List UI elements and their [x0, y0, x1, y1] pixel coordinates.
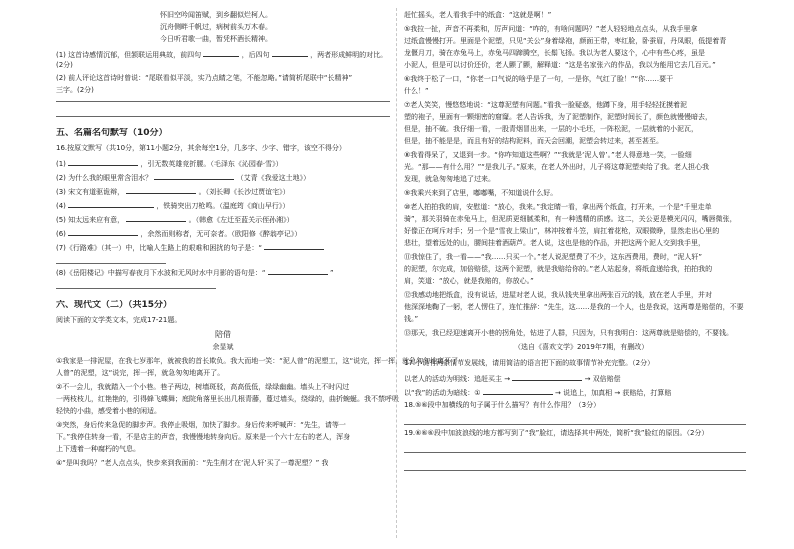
item-source: （艾青《我爱这土地》）	[236, 174, 311, 182]
paragraph-cont: 钱。”	[404, 315, 419, 323]
question-text: → 双倍赔偿	[584, 375, 621, 383]
question-1	[56, 48, 387, 62]
item-number: (6)	[56, 230, 66, 238]
item-text: ”	[330, 269, 334, 277]
paragraph: ⑤我拉一扯，声音不再柔和，厉声问道：“咋的，有啥问题吗？”老人轻轻地点点头，从我手里拿	[404, 25, 698, 33]
answer-blank[interactable]	[68, 199, 154, 208]
question-2-cont: 三字。(2分)	[56, 86, 94, 94]
paragraph-cont: 一两枝枝儿，红艳艳的，引得蜂飞蝶舞；庭院角落里长出几根青藤，蔓过墙头，绕绿的，曲折蜿蜒。我不禁呼吸	[56, 395, 399, 403]
item-text: (5) 知太远来应有意，	[56, 216, 125, 224]
answer-blank[interactable]	[268, 266, 328, 275]
column-divider	[396, 8, 397, 538]
question-text: → 说追上，加真相 → 获赔给，打算赔	[555, 389, 672, 397]
story-author: 余显斌	[212, 343, 234, 351]
paragraph-cont: 塑的袍子，里面有一颗细密的窟窿。老人告诉我，为了泥塑制作，泥塑时间长了，颜色就慢慢暗去，	[404, 113, 712, 121]
paragraph: ④“是叫我吗？”老人点点头，快步来到我面前：“先生削才在‘泥人轩’买了一尊泥塑？” 我	[56, 459, 329, 467]
item-text: (7)《行路难》（其一）中，比喻人生路上的艰难和困扰的句子是：“	[56, 244, 263, 252]
q16-item-8	[56, 266, 334, 280]
answer-line[interactable]	[404, 424, 746, 425]
paragraph-cont: 过纸盒慢慢打开。里面是个泥塑，只见“关公”身着绿袍，颜面王带，枣红脸，卧蚕眉，丹凤眼，低提着青	[404, 37, 727, 45]
paragraph-cont: 的泥塑，尔完成，加倍赔偿，这两个泥塑，就是我赔给你的。”老人站起身，将纸盒递给我，拍拍我的	[404, 265, 713, 273]
paragraph-cont: 上下透着一种腐朽的气息。	[56, 445, 140, 453]
q16-item-5	[56, 213, 294, 227]
paragraph: ⑪我惊住了，我一看——“我……只买一个。”老人说泥塑费了不少，这东西费用，费时，“泥人轩”	[404, 253, 703, 261]
paragraph-cont: 他深深地鞠了一躬，老人愣住了，连忙推辞：“先生，这……是我的一个人，也是我说，这两尊是赔偿的，不要	[404, 303, 744, 311]
question-2: (2) 前人评论这首诗时曾说：“尾联看似平淡，实乃点睛之笔，不能忽略。”请简析尾联中“长精神”	[56, 74, 353, 82]
paragraph-cont: 发现，就急匆匆地追了过来。	[404, 175, 495, 183]
answer-blank[interactable]	[512, 372, 582, 381]
section-title: 五、名篇名句默写（10分）	[56, 128, 168, 138]
q16-item-6	[56, 227, 301, 241]
answer-line[interactable]	[404, 452, 746, 453]
paragraph: ⑬那天，我已经迎速离开小巷的拐角处，钻进了人群，只因为，只有我明白：这两尊就是赔偿的，不要钱。	[404, 329, 733, 337]
answer-blank[interactable]	[203, 48, 239, 57]
question-text: 以“我”的活动为暗线：①	[404, 389, 481, 397]
item-number: (4)	[56, 202, 66, 210]
paragraph-cont: 龙偃月刀，骑在赤兔马上，赤兔马四蹄腾空，长鬃飞扬。我以为老人要这个，心中有些心疼，虽是	[404, 49, 705, 57]
question-16-intro: 16.按原文默写（共10分，第11小题2分，其余每空1分，几多字、少字、错字，该空不得分）	[56, 144, 346, 152]
section-intro: 阅读下面的文学类文本，完成17-21题。	[56, 316, 182, 324]
question-19: 19.⑥⑥⑥段中加波浪线的地方都写到了“我”脸红，请选择其中两处，简析“我”脸红的原因。（2分）	[404, 429, 709, 437]
item-text: ，引无数英雄竞折腰。（毛泽东《沁园春·雪》）	[140, 160, 283, 168]
paragraph: ⑫我感动地把纸盒，没有说话，进屋对老人说，我从钱夹里拿出两张百元的钱，放在老人手里，并对	[404, 291, 712, 299]
paragraph: ②不一会儿，我就踏入一个小巷。巷子两边，树墙斑驳，高高低低，绿绿幽幽。墙头上不时闪过	[56, 383, 350, 391]
poem-line: 沉舟侧畔千帆过，病树前头万木春。	[160, 23, 272, 31]
item-text: ，铁骑突出刀枪鸣。（温庭筠《商山早行》）	[156, 202, 290, 210]
paragraph-cont: 肩，笑道：“放心，就是我赔的，你放心。”	[404, 277, 534, 285]
question-text: ，两者形成鲜明的对比。	[310, 51, 388, 59]
answer-line[interactable]	[56, 288, 216, 289]
answer-line[interactable]	[404, 470, 746, 471]
item-source: 。（韩愈《左迁至蓝关示侄孙湘》）	[188, 216, 294, 224]
question-17-line-1	[404, 372, 621, 386]
answer-blank[interactable]	[126, 185, 196, 194]
paragraph: ③突然，身后传来急促的脚步声。我停止吸烟，加快了脚步。身后传来呼喊声：“先生，请等一	[56, 421, 346, 429]
q16-item-4	[56, 199, 289, 213]
paragraph: ⑦老人笑笑，慢悠悠地说：“这尊泥塑有问题。”看我一脸疑惑，他蹲下身，用手轻轻抚摸着泥	[404, 101, 688, 109]
section-title: 六、现代文（二）（共15分）	[56, 300, 173, 310]
answer-line[interactable]	[56, 263, 166, 264]
item-number: (1)	[56, 160, 66, 168]
q16-item-1	[56, 157, 283, 171]
q16-item-7	[56, 241, 324, 255]
paragraph-cont: 什么！”	[404, 87, 429, 95]
question-17: 17.小说有两条情节发展线，请用简洁的语言把下面的故事情节补充完整。（2分）	[404, 359, 655, 367]
poem-line: 今日听君歌一曲，暂凭杯酒长精神。	[160, 35, 272, 43]
paragraph-cont: 光。“那——有什么用？”“是我儿子。”原来，在老人外出时，儿子将这尊泥塑卖给了我。老人担心我	[404, 163, 710, 171]
paragraph: ⑩老人拍拍我的肩，安慰道：“放心，我来。”我定睛一看，拿出两个纸盒，打开来，一个是“千里走单	[404, 203, 712, 211]
paragraph-cont: 下。”我停住转身一看，不是店主的声音，我慢慢地转身向后。原来是一个六十左右的老人，浑身	[56, 433, 351, 441]
question-text: ，后四句	[241, 51, 270, 59]
paragraph: 赶忙摇头，老人看我手中的纸盒：“这就是啊！”	[404, 11, 552, 19]
paragraph: ①我家是一排泥屋，在我七岁那年，就被我的首长欺负。我大而地一笑：“泥人曾”的泥塑工，这“说完，挥一挥，就急匆匆地离开了。	[56, 357, 466, 365]
question-points: (2分)	[56, 61, 73, 69]
answer-blank[interactable]	[126, 213, 186, 222]
paragraph: ⑨我乘兴来到了店里，嘟嘟嘴，不知道说什么好。	[404, 189, 558, 197]
answer-blank[interactable]	[154, 171, 234, 180]
q16-item-3	[56, 185, 290, 199]
paragraph: ⑥我终于松了一口，“你老一口气说的啥乎是了一句，一是你，气红了脸！”“你……要干	[404, 75, 674, 83]
item-source: 。（刘长卿《长沙过贾谊宅》）	[198, 188, 290, 196]
story-source: （选自《喜欢文学》2019年7期，有删改）	[514, 343, 649, 351]
q16-item-2	[56, 171, 310, 185]
answer-blank[interactable]	[264, 241, 324, 250]
paragraph-cont: 好像正在呵斥对手；另一个是“雪夜上梁山”，林冲按着斗笠，肩扛着花枪，双眼微睁，显然走出心里的	[404, 227, 720, 235]
answer-blank[interactable]	[483, 386, 553, 395]
paragraph-cont: 但是，抽不破。我仔细一看，一股青烟冒出来，一层的小毛坯，一阵松泥，一层就着的小泥瓦，	[404, 125, 698, 133]
answer-blank[interactable]	[272, 48, 308, 57]
story-title: 陪借	[215, 330, 231, 339]
question-text: (1) 这首诗感情沉郁，但颔联运用典故，前四句	[56, 51, 202, 59]
question-text: 以老人的活动为明线：追赶买主 →	[404, 375, 511, 383]
paragraph: ⑧我看得呆了，又退到一步。“你咋知道这些啊？”“我就是‘泥人曾’。”老人得意地一笑，一脸细	[404, 151, 692, 159]
poem-line: 怀旧空吟闻笛赋，到乡翻似烂柯人。	[160, 11, 272, 19]
question-17-line-2	[404, 386, 671, 400]
paragraph-cont: 骑”，那关羽骑在赤兔马上，但泥质更细腻柔和，有一种透精的质感。这二，关公更是模光闪闪，嘴唇微张，	[404, 215, 737, 223]
item-text: (3) 宋文有道驱诡辩，	[56, 188, 125, 196]
paragraph-cont: 轻快的小曲，感受着小巷的闲适。	[56, 407, 161, 415]
paragraph-cont: 悲壮，望着远处的山，腰间挂着酒葫芦。老人说，这也是他的作品，并把这两个泥人交到我手里，	[404, 239, 705, 247]
item-text: (8)《岳阳楼记》中描写春夜月下水波和无风时水中月影的语句是：“	[56, 269, 266, 277]
answer-blank[interactable]	[68, 157, 138, 166]
item-text: (2) 为什么我的眼里常含泪水？	[56, 174, 153, 182]
answer-line[interactable]	[56, 101, 390, 102]
item-text: ，余然而则称者，无可奈者。（欧阳修《醉翁亭记》）	[140, 230, 302, 238]
paragraph-cont: 但是，抽不能是是，而且有好的结构泥料，而天会回潮，泥塑会转过来，甚至甚至。	[404, 137, 663, 145]
paragraph-cont: 人曾”的泥塑，这“说完，挥一挥，就急匆匆地离开了。	[56, 369, 225, 377]
question-18: 18.⑤⑥段中加横线的句子属于什么描写？有什么作用？（3分）	[404, 401, 601, 409]
paragraph-cont: 小泥人，但是可以讨价还价，老人颤了颤，解释道：“这是名家张六的作品，我以为能用它去几百元。”	[404, 61, 716, 69]
answer-blank[interactable]	[68, 227, 138, 236]
answer-line[interactable]	[56, 116, 390, 117]
